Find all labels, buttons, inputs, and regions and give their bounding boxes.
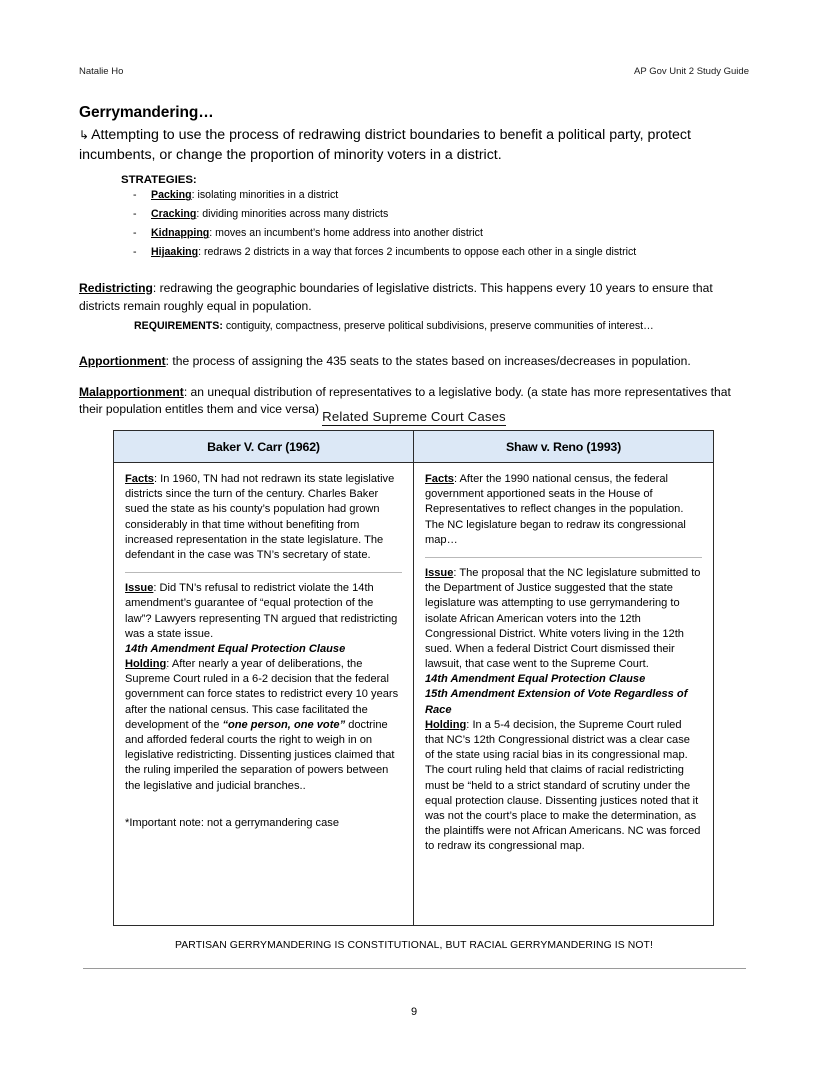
facts-text: : In 1960, TN had not redrawn its state legislative districts since the turn of the century. Charles Baker sued the state as his county’s population had grown considerably in that time without benefiting from increased representation in the state legislature. The defendant in the case was TN’s secretary of state. [125, 473, 395, 561]
list-item [133, 227, 749, 241]
strategies-block [121, 174, 749, 260]
strategies-label: STRATEGIES: [121, 174, 197, 187]
list-item [133, 246, 749, 260]
list-dash: - [133, 208, 137, 221]
malapportionment-term: Malapportionment [79, 384, 184, 399]
redistricting-term: Redistricting [79, 281, 153, 295]
requirements-text: contiguity, compactness, preserve political subdivisions, preserve communities of interest… [222, 320, 654, 333]
apportionment-definition [79, 353, 749, 371]
strategy-entry [151, 189, 338, 203]
holding-text: : In a 5-4 decision, the Supreme Court ruled that NC’s 12th Congressional district was a clear case of the state using racial bias in its congressional map. The court ruling held that claims of racial redistricting must be “held to a strict standard of scrutiny under the equal protection clause. Dissenting justices noted that it was not the court’s place to make the determination, as the plaintiffs were not African Americans. NC was forced to redraw its congressional map. [425, 718, 701, 853]
apportionment-term: Apportionment [79, 354, 166, 369]
strategy-term: Kidnapping [151, 227, 210, 240]
strategy-term: Hijaaking [151, 246, 199, 259]
strategy-text: : dividing minorities across many districts [196, 208, 389, 221]
cell-shaw-v-reno [414, 463, 713, 925]
strategy-entry [151, 227, 483, 241]
list-dash: - [133, 189, 137, 202]
redistricting-definition [79, 280, 749, 315]
requirements-label: REQUIREMENTS: [134, 320, 223, 333]
facts-label: Facts [425, 473, 454, 485]
table-caption-text: Related Supreme Court Cases [322, 409, 506, 424]
shaw-facts [425, 472, 702, 548]
issue-text: : Did TN’s refusal to redistrict violate the 14th amendment’s guarantee of “equal protection of the law”? Lawyers representing TN argued that redistricting was a state issue. [125, 582, 398, 640]
malapportionment-text: : an unequal distribution of representatives to a legislative body. (a state has more representatives that their population entitles them and vice versa) [79, 384, 731, 417]
facts-text: : After the 1990 national census, the federal government apportioned seats in the House of Representatives to reflect changes in the population. The NC legislature began to redraw its congressional map… [425, 473, 686, 546]
footer-divider [83, 968, 746, 969]
holding-text-2: doctrine and afforded federal courts the right to weigh in on legislative redistricting. Dissenting justices claimed that the ruling imperiled the separation of powers between the legislative and judicial branches.. [125, 718, 395, 792]
column-header-baker-v-carr: Baker V. Carr (1962) [114, 431, 414, 462]
issue-label: Issue [425, 566, 454, 579]
apportionment-text: : the process of assigning the 435 seats to the states based on increases/decreases in population. [165, 354, 691, 369]
strategy-text: : redraws 2 districts in a way that forces 2 incumbents to oppose each other in a single district [198, 246, 637, 259]
baker-holding [125, 657, 402, 794]
strategy-text: : isolating minorities in a district [191, 189, 339, 202]
header-doc-title: AP Gov Unit 2 Study Guide [634, 66, 749, 77]
shaw-issue [425, 566, 702, 672]
facts-label: Facts [125, 473, 154, 485]
redistricting-text: : redrawing the geographic boundaries of legislative districts. This happens every 10 years to ensure that districts remain roughly equal in population. [79, 281, 713, 313]
shaw-holding [425, 718, 702, 855]
list-item [133, 189, 749, 203]
shaw-amendment-1: 14th Amendment Equal Protection Clause [425, 673, 646, 686]
redistricting-requirements [134, 319, 749, 333]
baker-important-note: *Important note: not a gerrymandering case [125, 816, 339, 829]
running-header [79, 66, 749, 77]
table-header-row [114, 431, 713, 463]
holding-text-1: : After nearly a year of deliberations, the Supreme Court ruled in a 6-2 decision that the federal government can force states to redistrict every 10 years after the national census. This case facilitated the development of the [125, 658, 399, 731]
cell-baker-v-carr [114, 463, 414, 925]
page-title: Gerrymandering… [79, 104, 214, 121]
baker-issue [125, 581, 402, 642]
holding-label: Holding [425, 718, 467, 731]
baker-facts [125, 472, 402, 563]
table-caption [0, 409, 828, 424]
strategy-entry [151, 208, 388, 222]
gerrymandering-definition [79, 125, 749, 165]
table-footnote: PARTISAN GERRYMANDERING IS CONSTITUTIONAL, BUT RACIAL GERRYMANDERING IS NOT! [175, 940, 653, 951]
header-author: Natalie Ho [79, 66, 124, 77]
sub-arrow-icon: ↳ [79, 128, 90, 142]
page-number: 9 [410, 1006, 418, 1018]
strategy-text: : moves an incumbent’s home address into another district [209, 227, 483, 240]
holding-label: Holding [125, 658, 167, 671]
issue-label: Issue [125, 582, 154, 595]
column-header-shaw-v-reno: Shaw v. Reno (1993) [505, 439, 622, 454]
section-divider [425, 557, 702, 558]
baker-amendment-1: 14th Amendment Equal Protection Clause [125, 642, 346, 655]
holding-emphasis: “one person, one vote” [222, 718, 346, 731]
supreme-court-cases-table [113, 430, 714, 926]
list-dash: - [133, 246, 137, 259]
gerrymandering-definition-text: Attempting to use the process of redrawing district boundaries to benefit a political party, protect incumbents, or change the proportion of minority voters in a district. [79, 127, 691, 164]
strategy-term: Cracking [151, 208, 197, 221]
strategy-term: Packing [151, 189, 192, 202]
section-divider [125, 572, 402, 573]
list-item [133, 208, 749, 222]
list-dash: - [133, 227, 137, 240]
document-body [79, 104, 749, 419]
issue-text: : The proposal that the NC legislature submitted to the Department of Justice suggested that the state legislature was attempting to use gerrymandering to isolate African American voters into the 12th Congressional District. White voters living in the 12th sued. When a federal District Court dismissed their lawsuit, that case went to the Supreme Court. [425, 566, 701, 671]
table-row [114, 463, 713, 925]
strategy-entry [151, 246, 636, 260]
shaw-amendment-2: 15th Amendment Extension of Vote Regardless of Race [425, 688, 688, 716]
